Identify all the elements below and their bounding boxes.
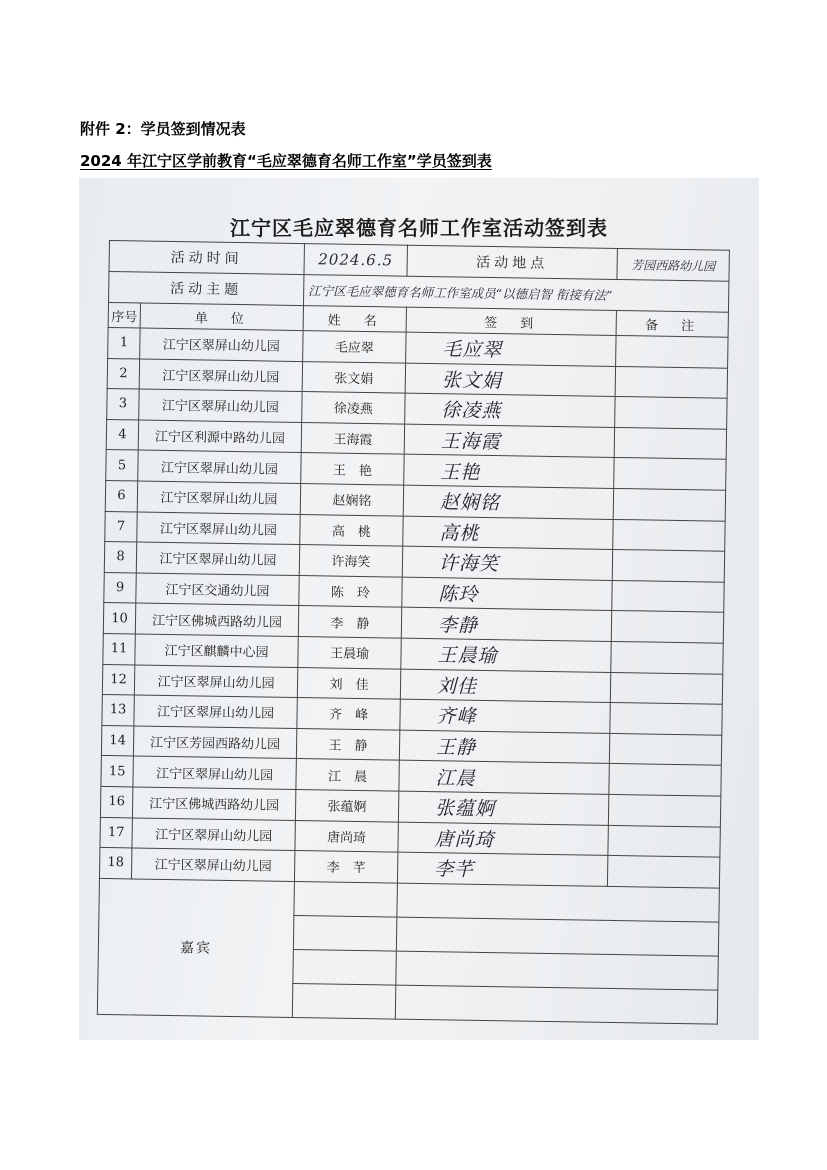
header-remarks: 备 注 bbox=[616, 310, 728, 337]
time-value: 2024.6.5 bbox=[304, 244, 407, 277]
row-remarks bbox=[611, 641, 723, 673]
row-unit: 江宁区翠屏山幼儿园 bbox=[131, 848, 294, 881]
appendix-title: 附件 2：学员签到情况表 bbox=[80, 120, 246, 138]
header-seq: 序号 bbox=[108, 303, 140, 328]
row-unit: 江宁区交通幼儿园 bbox=[136, 573, 299, 606]
row-unit: 江宁区麒麟中心园 bbox=[135, 634, 298, 667]
row-signature: 王静 bbox=[399, 730, 609, 764]
row-remarks bbox=[615, 366, 727, 398]
guest-name-cell bbox=[293, 949, 397, 985]
row-remarks bbox=[616, 335, 728, 367]
row-name: 李 静 bbox=[298, 606, 401, 638]
row-number: 16 bbox=[100, 786, 132, 817]
row-unit: 江宁区翠屏山幼儿园 bbox=[137, 512, 300, 545]
row-unit: 江宁区翠屏山幼儿园 bbox=[138, 450, 301, 483]
row-remarks bbox=[609, 733, 721, 765]
row-remarks bbox=[613, 488, 725, 520]
row-signature: 李静 bbox=[401, 607, 611, 641]
row-name: 江 晨 bbox=[296, 759, 399, 791]
row-signature: 徐凌燕 bbox=[405, 393, 615, 427]
guest-sign-cell bbox=[395, 985, 717, 1024]
row-signature: 齐峰 bbox=[400, 699, 610, 733]
place-value: 芳园西路幼儿园 bbox=[617, 248, 729, 281]
row-number: 1 bbox=[108, 327, 140, 358]
row-name: 刘 佳 bbox=[297, 667, 400, 699]
row-number: 8 bbox=[104, 542, 136, 573]
row-signature: 王海霞 bbox=[404, 424, 614, 458]
row-signature: 李芊 bbox=[397, 852, 607, 886]
row-signature: 陈玲 bbox=[402, 577, 612, 611]
row-name: 徐凌燕 bbox=[302, 392, 405, 424]
row-name: 毛应翠 bbox=[303, 331, 406, 363]
row-unit: 江宁区翠屏山幼儿园 bbox=[134, 695, 297, 728]
row-number: 18 bbox=[99, 848, 131, 879]
row-number: 5 bbox=[106, 450, 138, 481]
guest-name-cell bbox=[294, 881, 398, 917]
row-unit: 江宁区翠屏山幼儿园 bbox=[137, 481, 300, 514]
signin-sheet-photo bbox=[79, 178, 759, 1040]
row-remarks bbox=[608, 794, 720, 826]
theme-label: 活动主题 bbox=[109, 272, 304, 306]
row-remarks bbox=[615, 397, 727, 429]
row-remarks bbox=[610, 672, 722, 704]
row-number: 9 bbox=[104, 572, 136, 603]
time-label: 活动时间 bbox=[109, 241, 304, 275]
row-name: 赵娴铭 bbox=[300, 484, 403, 516]
sheet-title: 江宁区毛应翠德育名师工作室活动签到表 bbox=[230, 216, 608, 240]
header-unit: 单 位 bbox=[140, 303, 303, 331]
row-name: 王 静 bbox=[296, 728, 399, 760]
row-number: 11 bbox=[103, 633, 135, 664]
row-name: 许海笑 bbox=[299, 545, 402, 577]
row-remarks bbox=[612, 580, 724, 612]
row-unit: 江宁区翠屏山幼儿园 bbox=[140, 328, 303, 361]
row-unit: 江宁区翠屏山幼儿园 bbox=[139, 359, 302, 392]
header-name: 姓 名 bbox=[303, 306, 406, 333]
row-number: 12 bbox=[102, 664, 134, 695]
header-signature: 签 到 bbox=[406, 307, 616, 335]
row-unit: 江宁区翠屏山幼儿园 bbox=[139, 389, 302, 422]
row-remarks bbox=[607, 856, 719, 888]
signin-table bbox=[97, 240, 730, 1024]
row-name: 王晨瑜 bbox=[298, 636, 401, 668]
row-unit: 江宁区翠屏山幼儿园 bbox=[136, 542, 299, 575]
row-number: 7 bbox=[105, 511, 137, 542]
row-unit: 江宁区利源中路幼儿园 bbox=[138, 420, 301, 453]
row-signature: 唐尚琦 bbox=[398, 822, 608, 856]
row-signature: 江晨 bbox=[399, 760, 609, 794]
row-name: 唐尚琦 bbox=[295, 820, 398, 852]
guest-name-cell bbox=[292, 983, 396, 1019]
row-name: 齐 峰 bbox=[297, 698, 400, 730]
row-number: 10 bbox=[103, 603, 135, 634]
row-name: 李 芊 bbox=[294, 851, 397, 883]
row-number: 4 bbox=[106, 419, 138, 450]
row-remarks bbox=[609, 764, 721, 796]
theme-value: 江宁区毛应翠德育名师工作室成员“以德启智 衔接有法” bbox=[303, 275, 728, 313]
row-signature: 王晨瑜 bbox=[401, 638, 611, 672]
row-remarks bbox=[613, 519, 725, 551]
row-name: 王海霞 bbox=[301, 422, 404, 454]
row-unit: 江宁区翠屏山幼儿园 bbox=[132, 817, 295, 850]
row-signature: 高桃 bbox=[403, 516, 613, 550]
row-unit: 江宁区佛城西路幼儿园 bbox=[135, 603, 298, 636]
row-unit: 江宁区佛城西路幼儿园 bbox=[132, 787, 295, 820]
row-number: 17 bbox=[100, 817, 132, 848]
row-remarks bbox=[614, 427, 726, 459]
row-number: 6 bbox=[105, 480, 137, 511]
row-number: 14 bbox=[101, 725, 133, 756]
row-name: 张文娟 bbox=[302, 361, 405, 393]
guest-sign-cell bbox=[396, 917, 718, 956]
guest-label: 嘉宾 bbox=[97, 878, 294, 1017]
row-unit: 江宁区翠屏山幼儿园 bbox=[134, 664, 297, 697]
row-name: 张蕴婀 bbox=[295, 789, 398, 821]
row-remarks bbox=[610, 703, 722, 735]
row-name: 王 艳 bbox=[301, 453, 404, 485]
place-label: 活动地点 bbox=[407, 245, 617, 279]
row-signature: 张文娟 bbox=[405, 363, 615, 397]
row-number: 15 bbox=[101, 756, 133, 787]
row-signature: 王艳 bbox=[404, 455, 614, 489]
row-signature: 刘佳 bbox=[400, 669, 610, 703]
row-number: 3 bbox=[107, 389, 139, 420]
row-remarks bbox=[614, 458, 726, 490]
row-remarks bbox=[608, 825, 720, 857]
guest-sign-cell bbox=[397, 883, 719, 922]
row-name: 陈 玲 bbox=[299, 575, 402, 607]
guest-name-cell bbox=[293, 915, 397, 951]
row-signature: 张蕴婀 bbox=[398, 791, 608, 825]
row-unit: 江宁区芳园西路幼儿园 bbox=[133, 726, 296, 759]
row-signature: 毛应翠 bbox=[406, 332, 616, 366]
row-number: 13 bbox=[102, 695, 134, 726]
guest-sign-cell bbox=[396, 951, 718, 990]
row-remarks bbox=[612, 550, 724, 582]
document-subtitle: 2024 年江宁区学前教育“毛应翠德育名师工作室”学员签到表 bbox=[80, 152, 492, 170]
row-remarks bbox=[611, 611, 723, 643]
row-name: 高 桃 bbox=[300, 514, 403, 546]
row-number: 2 bbox=[107, 358, 139, 389]
row-signature: 赵娴铭 bbox=[403, 485, 613, 519]
row-unit: 江宁区翠屏山幼儿园 bbox=[133, 756, 296, 789]
row-signature: 许海笑 bbox=[402, 546, 612, 580]
